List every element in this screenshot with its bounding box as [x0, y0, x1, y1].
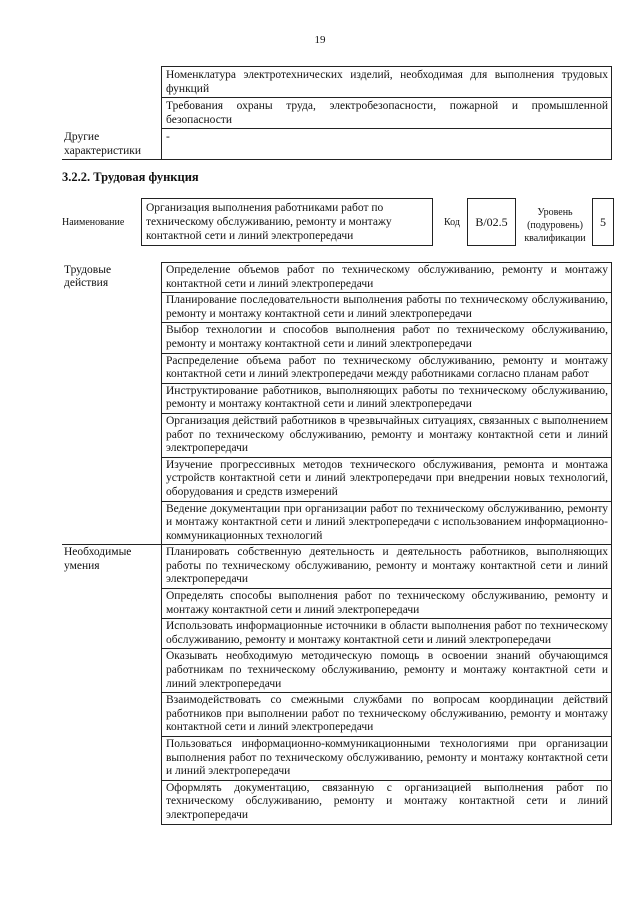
top-table	[62, 66, 612, 160]
labor-action-item: Определение объемов работ по техническому обслуживанию, ремонту и монтажу контактной сети и линий электропередачи	[162, 263, 612, 293]
level-value-box: 5	[592, 198, 614, 246]
code-label: Код	[444, 217, 460, 228]
labor-action-item: Ведение документации при организации работ по техническому обслуживанию, ремонту и монтажу контактной сети и линий электропередачи с использованием информационно-коммуникационных технологий	[162, 501, 612, 545]
row-label	[62, 98, 162, 129]
labor-action-item: Организация действий работников в чрезвычайных ситуациях, связанных с выполнением работ по техническому обслуживанию, ремонту и монтажу контактной сети и линий электропередачи	[162, 413, 612, 457]
required-skills-label: Необходимые умения	[62, 545, 162, 824]
labor-action-item: Изучение прогрессивных методов технического обслуживания, ремонта и монтажа устройств контактной сети и линий электропередачи при внедрении новых технологий, оборудования и средств измерений	[162, 457, 612, 501]
skill-item: Пользоваться информационно-коммуникационными технологиями при организации выполнения работ по техническому обслуживанию, ремонту и монтажу контактной сети и линий электропередачи	[162, 737, 612, 781]
labor-action-item: Планирование последовательности выполнения работы по техническому обслуживанию, ремонту и монтажу контактной сети и линий электропередачи	[162, 293, 612, 323]
section-heading: 3.2.2. Трудовая функция	[62, 170, 199, 184]
main-table	[62, 262, 612, 825]
function-name-box: Организация выполнения работниками работ по техническому обслуживанию, ремонту и монтажу контактной сети и линий электропередачи	[141, 198, 433, 246]
labor-action-item: Выбор технологии и способов выполнения работ по техническому обслуживанию, ремонту и монтажу контактной сети и линий электропередачи	[162, 323, 612, 353]
row-content: -	[162, 129, 612, 160]
function-code-box: B/02.5	[467, 198, 516, 246]
skill-item: Взаимодействовать со смежными службами по вопросам координации действий работников при выполнении работ по техническому обслуживанию, ремонту и монтажу контактной сети и линий электропередачи	[162, 693, 612, 737]
skill-item: Планировать собственную деятельность и деятельность работников, выполняющих работы по техническому обслуживанию, ремонту и монтажу контактной сети и линий электропередачи	[162, 545, 612, 589]
top-table-row	[62, 129, 612, 160]
skill-item: Определять способы выполнения работ по техническому обслуживанию, ремонту и монтажу контактной сети и линий электропередачи	[162, 589, 612, 619]
row-content: Номенклатура электротехнических изделий, необходимая для выполнения трудовых функций	[162, 67, 612, 98]
top-table-row	[62, 98, 612, 129]
skill-item: Оказывать необходимую методическую помощь в освоении знаний обучающимся работникам по техническому обслуживанию, ремонту и монтажу контактной сети и линий электропередачи	[162, 649, 612, 693]
labor-action-item: Распределение объема работ по техническому обслуживанию, ремонту и монтажу контактной сети и линий электропередачи между работниками согласно планам работ	[162, 353, 612, 383]
top-table-row	[62, 67, 612, 98]
skill-item: Использовать информационные источники в области выполнения работ по техническому обслуживанию, ремонту и монтажу контактной сети и линий электропередачи	[162, 619, 612, 649]
name-label: Наименование	[62, 217, 125, 228]
labor-action-item: Инструктирование работников, выполняющих работы по техническому обслуживанию, ремонту и монтажу контактной сети и линий электропередачи	[162, 383, 612, 413]
labor-actions-label: Трудовые действия	[64, 263, 112, 290]
row-content: Требования охраны труда, электробезопасности, пожарной и промышленной безопасности	[162, 98, 612, 129]
row-label	[62, 67, 162, 98]
skill-item: Оформлять документацию, связанную с организацией выполнения работ по техническому обслуживанию, ремонту и монтажу контактной сети и линий электропередачи	[162, 780, 612, 824]
table-row	[62, 545, 612, 589]
page-number: 19	[314, 34, 326, 46]
table-row	[62, 263, 612, 293]
level-label: Уровень (подуровень) квалификации	[524, 207, 586, 244]
row-label-other-characteristics: Другие характеристики	[62, 129, 162, 160]
